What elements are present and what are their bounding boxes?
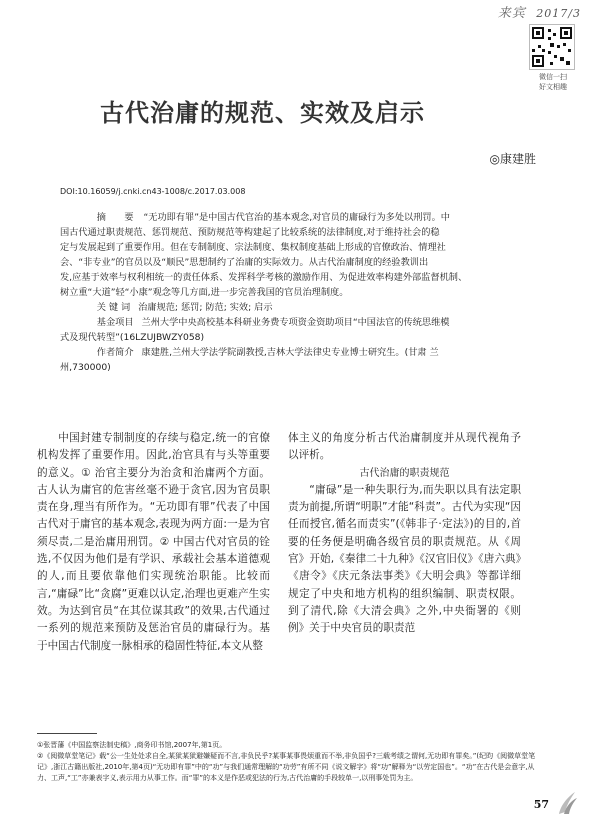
bio-line-2: 州,730000) xyxy=(60,362,111,373)
body-paragraph: “庸碌”是一种失职行为,而失职以具有法定职责为前提,所谓“明职”才能“科责”。古代为实现“因任而授官,循名而责实”(《韩非子·定法》)的目的,首要的任务便是明确各级官员的职责规范。从《周官》开始,《秦律二十九种》《汉官旧仪》《唐六典》《唐令》《庆元条法事类》《大明会典》等都详细规定了中央和地方机构的组织编制、职责权限。到了清代,除《大清会典》之外,中央衙署的《则例》关于中央官员的职责范 xyxy=(288,483,521,635)
body-column-left xyxy=(37,430,270,655)
body-column-right xyxy=(288,430,521,638)
footnote-rule xyxy=(37,733,97,734)
article-title: 古代治庸的规范、实效及启示 xyxy=(100,99,425,127)
keywords-text: 治庸规范; 惩罚; 防范; 实效; 启示 xyxy=(138,302,273,313)
fund-line-1 xyxy=(60,315,530,330)
abstract-line-5: 树立重“大道”轻“小康”观念等几方面,进一步完善我国的官员治理制度。 xyxy=(60,287,349,298)
issue-number: 2017/3 xyxy=(536,7,581,20)
section-heading: 古代治庸的职责规范 xyxy=(359,467,450,479)
brand-name: 来宾 xyxy=(497,6,526,21)
qr-code[interactable] xyxy=(529,24,575,70)
journal-brand xyxy=(498,2,581,21)
fund-text-1: 兰州大学中央高校基本科研业务费专项资金资助项目“中国法官的传统思维模 xyxy=(141,317,450,328)
abstract-block xyxy=(60,210,530,375)
abstract-line-4: 发,应基于效率与权利相统一的责任体系、发挥科学考核的激励作用、为促进效率构建外部监督机制、 xyxy=(60,272,468,283)
fund-label: 基金项目 xyxy=(96,317,134,328)
bio-line-1 xyxy=(60,345,530,360)
body-paragraph: 中国封建专制制度的存续与稳定,统一的官僚机构发挥了重要作用。因此,治官具有与头等重要的意义。① 治官主要分为治贪和治庸两个方面。古人认为庸官的危害丝毫不逊于贪官,因为官员职责在身,理当有所作为。“无功即有罪”代表了中国古代对于庸官的基本观念,表现为两方面:一是为官须尽责,二是治庸用刑罚。② 中国古代对官员的铨选,不仅因为他们是有学识、承载社会基本道德观的人,而且要依靠他们实现统治职能。比较而言,“庸碌”比“贪腐”更难以认定,治理也更难产生实效。为达到官员“在其位谋其政”的效果,古代通过一系列的规范来预防及惩治官员的庸碌行为。基于中国古代制度一脉相承的稳固性特征,本文从整 xyxy=(37,432,270,652)
qr-pattern-icon xyxy=(530,25,574,69)
abstract-line-2: 定与发展起到了重要作用。但在专制制度、宗法制度、集权制度基础上形成的官僚政治、情理社 xyxy=(60,242,446,253)
article-author: ◎康建胜 xyxy=(489,152,536,166)
bio-label: 作者简介 xyxy=(96,347,134,358)
doi[interactable]: DOI:10.16059/j.cnki.cn43-1008/c.2017.03.008 xyxy=(60,187,246,196)
fund-line-2: 式及现代转型”(16LZUJBWZY058) xyxy=(60,332,205,343)
footnote-2: ②《阅微草堂笔记》载“公一生处处求自全,某狱某狱避嫌疑而不言,非负民乎?某事某事畏烦重而不举,非负国乎?三载考绩之谓何,无功即有罪矣。”(纪昀《阅微草堂笔记》,浙江古籍出版社,2010年,第4页)“无功即有罪”中的“功”与我们通常理解的“功劳”有所不同《说文解字》将“功”解释为“以劳定国也”。“功”在古代是会意字,从力、工声,“工”亦兼表字义,表示用力从事工作。而“罪”的本义是作恶或犯法的行为,古代治庸的手段较单一,以刑事处罚为主。 xyxy=(37,752,536,782)
footnotes xyxy=(37,740,547,784)
abstract-text-0: “无功即有罪”是中国古代官治的基本观念,对官员的庸碌行为多处以刑罚。中 xyxy=(143,212,450,223)
qr-caption-line2: 好文相趣 xyxy=(539,83,567,91)
page-ornament-icon xyxy=(555,790,579,816)
bio-text-1: 康建胜,兰州大学法学院副教授,吉林大学法律史专业博士研究生。(甘肃 兰 xyxy=(141,347,439,358)
footnote-1: ①张晋藩《中国监察法制史稿》,商务印书馆,2007年,第1页。 xyxy=(37,741,227,749)
body-paragraph-continued: 体主义的角度分析古代治庸制度并从现代视角予以评析。 xyxy=(288,432,521,462)
qr-caption-line1: 微信一扫 xyxy=(539,73,567,81)
page-number: 57 xyxy=(533,798,549,811)
abstract-line-1: 国古代通过职责规范、惩罚规范、预防规范等构建起了比较系统的法律制度,对于维持社会的稳 xyxy=(60,227,440,238)
abstract-line-0 xyxy=(60,210,530,225)
qr-caption xyxy=(527,72,579,92)
keywords-label: 关 键 词 xyxy=(96,302,131,313)
keywords-line xyxy=(60,300,530,315)
abstract-label: 摘 要 xyxy=(96,212,134,223)
abstract-line-3: 会、“非专业”的官员以及“顺民”思想制约了治庸的实际效力。从古代治庸制度的经验教训出 xyxy=(60,257,429,268)
